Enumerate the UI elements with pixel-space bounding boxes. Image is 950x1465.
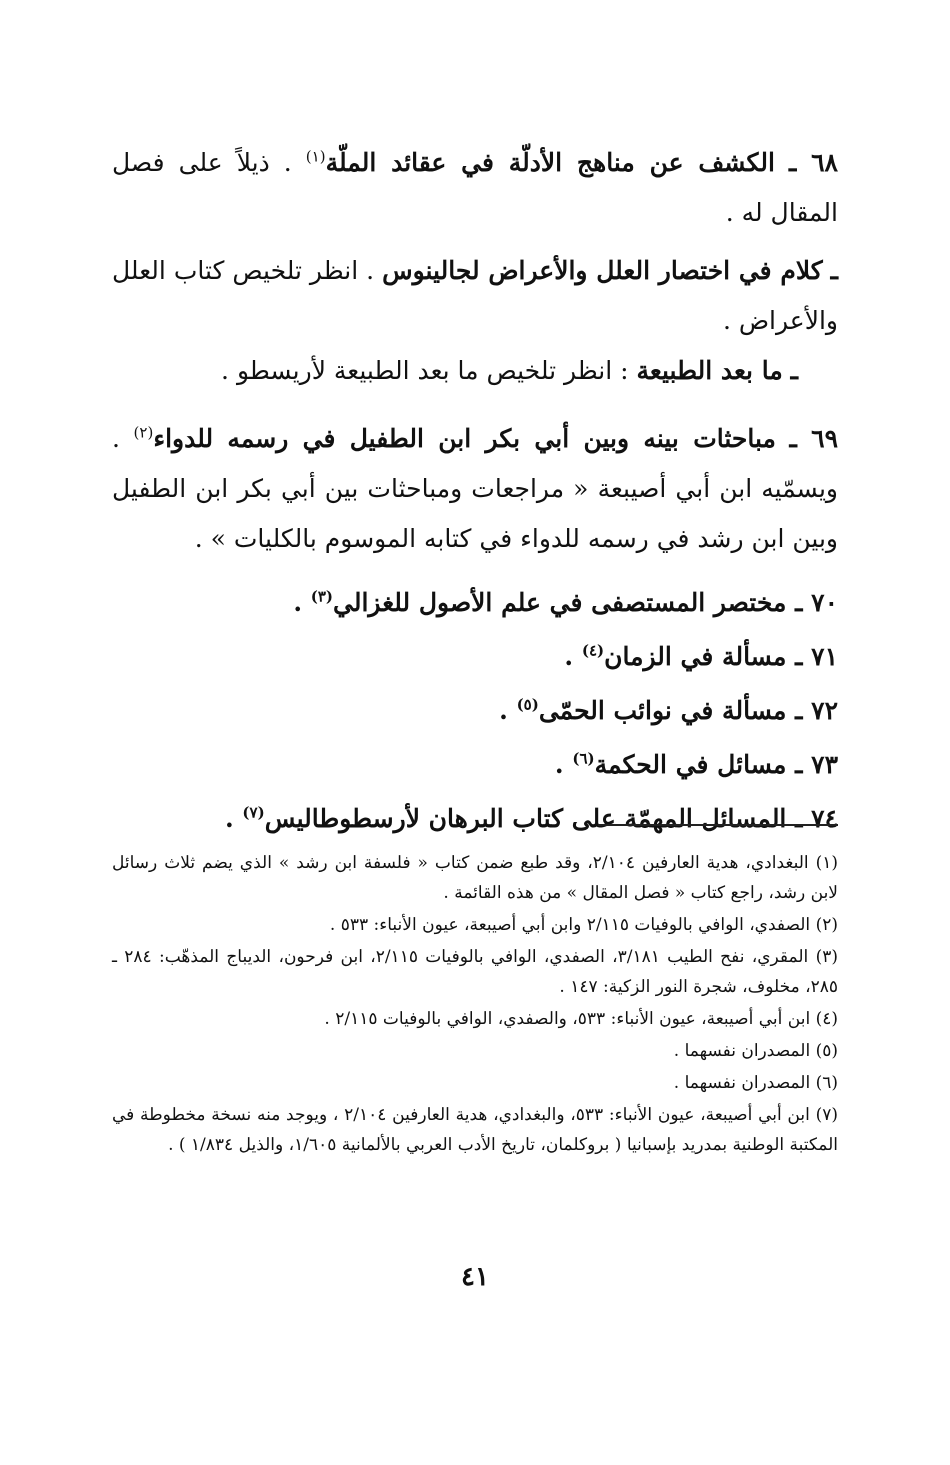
entry-70 [112, 576, 838, 630]
entry-number: ٧٠ ـ [795, 588, 838, 617]
footnote-5 [112, 1036, 838, 1066]
entry-number: ٧٣ ـ [795, 750, 838, 779]
footnote-3 [112, 942, 838, 1002]
entry-title: الكشف عن مناهج الأدلّة في عقائد الملّة [325, 148, 775, 177]
footnote-ref[interactable]: (٦) [572, 749, 595, 768]
footnote-text: ابن أبي أصيبعة، عيون الأنباء: ٥٣٣، والصفدي، الوافي بالوفيات ٢/١١٥ . [324, 1009, 811, 1029]
entry-69 [112, 414, 838, 564]
footnote-1 [112, 848, 838, 908]
entry-ilal [112, 246, 838, 346]
entry-title: مسألة في نوائب الحمّى [538, 696, 787, 725]
footnote-2 [112, 910, 838, 940]
footnote-ref[interactable]: (٢) [133, 423, 154, 442]
entry-metaphysics [112, 346, 798, 396]
footnote-separator [598, 824, 838, 826]
entry-72 [112, 684, 838, 738]
footnote-number: (١) [815, 853, 839, 873]
footnote-text: المصدران نفسهما . [673, 1073, 811, 1093]
footnote-ref[interactable]: (٧) [242, 803, 265, 822]
entry-title: كلام في اختصار العلل والأعراض لجالينوس [382, 256, 823, 285]
entry-title: مسألة في الزمان [604, 642, 787, 671]
footnote-number: (٢) [815, 915, 838, 935]
footnote-number: (٦) [815, 1073, 838, 1093]
footnote-number: (٥) [815, 1041, 838, 1061]
entry-title: المسائل المهمّة على كتاب البرهان لأرسطوطاليس [264, 804, 787, 833]
footnote-number: (٧) [815, 1105, 839, 1125]
entry-number: ٦٩ ـ [789, 424, 838, 453]
entry-number: ـ [790, 356, 798, 385]
main-text [112, 138, 838, 846]
entry-text: . [554, 750, 573, 779]
footnote-number: (٣) [815, 947, 838, 967]
entry-text: . [293, 588, 311, 617]
footnote-ref[interactable]: (٣) [310, 587, 334, 606]
footnote-text: ابن أبي أصيبعة، عيون الأنباء: ٥٣٣، والبغدادي، هدية العارفين ٢/١٠٤ ، ويوجد منه نسخة مخطوطة في المكتبة الوطنية بمدريد بإسبانيا ( بروكلمان، تاريخ الأدب العربي بالألمانية ١/٦٠٥، والذيل ١/٨٣٤ ) . [112, 1105, 838, 1155]
entry-71 [112, 630, 838, 684]
footnote-text: البغدادي، هدية العارفين ٢/١٠٤، وقد طبع ضمن كتاب « فلسفة ابن رشد » الذي يضم ثلاث رسائل لابن رشد، راجع كتاب « فصل المقال » من هذه القائمة . [112, 853, 838, 903]
entry-text: . ويسمّيه ابن أبي أصيبعة « مراجعات ومباحثات بين أبي بكر ابن الطفيل وبين ابن رشد في رسمه للدواء في كتابه الموسوم بالكليات » . [112, 424, 838, 553]
entry-text: . انظر تلخيص كتاب العلل والأعراض . [112, 256, 838, 335]
footnote-text: المقري، نفح الطيب ٣/١٨١، الصفدي، الوافي بالوفيات ٢/١١٥، ابن فرحون، الديباج المذهّب: ٢٨٤ ـ ٢٨٥، مخلوف، شجرة النور الزكية: ١٤٧ . [112, 947, 838, 997]
entry-number: ٧١ ـ [795, 642, 838, 671]
footnote-ref[interactable]: (٥) [516, 695, 539, 714]
entry-title: مختصر المستصفى في علم الأصول للغزالي [333, 588, 787, 617]
entry-68 [112, 138, 838, 238]
footnote-4 [112, 1004, 838, 1034]
footnote-6 [112, 1068, 838, 1098]
entry-text: . [499, 696, 517, 725]
entry-73 [112, 738, 838, 792]
footnote-text: الصفدي، الوافي بالوفيات ٢/١١٥ وابن أبي أصيبعة، عيون الأنباء: ٥٣٣ . [329, 915, 811, 935]
entry-list [112, 576, 838, 846]
footnote-7 [112, 1100, 838, 1160]
entry-title: مباحثات بينه وبين أبي بكر ابن الطفيل في رسمه للدواء [153, 424, 776, 453]
entry-text: : انظر تلخيص ما بعد الطبيعة لأريسطو . [221, 356, 637, 385]
entry-text: . [564, 642, 582, 671]
entry-title: مسائل في الحكمة [594, 750, 787, 779]
entry-text: . ذيلاً على فصل المقال له . [112, 148, 838, 227]
footnote-ref[interactable]: (١) [305, 147, 326, 166]
footnote-number: (٤) [815, 1009, 838, 1029]
entry-title: ما بعد الطبيعة [636, 356, 783, 385]
entry-number: ٧٤ ـ [795, 804, 838, 833]
entry-number: ـ [830, 256, 838, 285]
entry-number: ٧٢ ـ [795, 696, 838, 725]
page-number: ٤١ [461, 1262, 489, 1292]
footnote-text: المصدران نفسهما . [673, 1041, 811, 1061]
footnotes [112, 848, 838, 1162]
entry-74 [112, 792, 838, 846]
entry-text: . [225, 804, 243, 833]
entry-number: ٦٨ ـ [788, 148, 838, 177]
footnote-ref[interactable]: (٤) [581, 641, 605, 660]
